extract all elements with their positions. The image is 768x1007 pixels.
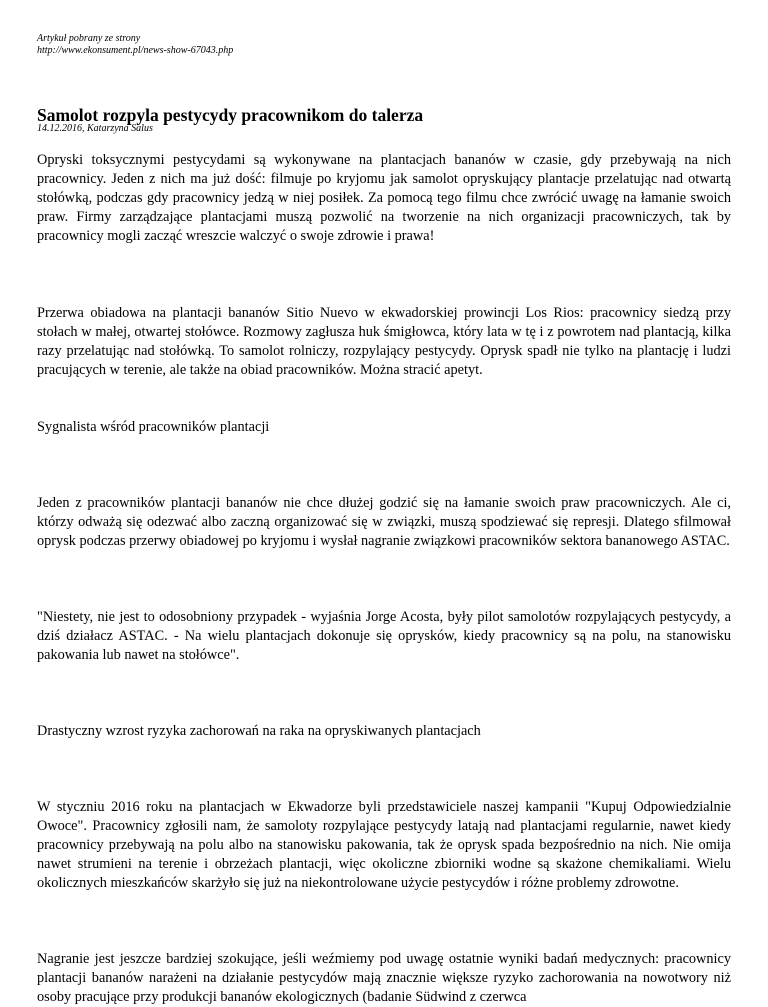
paragraph-lunch-break: Przerwa obiadowa na plantacji bananów Sitio Nuevo w ekwadorskiej prowincji Los Rios: pracownicy siedzą przy stołach w małej, otwartej stołówce. Rozmowy zagłusza huk śmigłowca, który lata w tę i z powrotem nad plantacją, kilka razy przelatując nad stołówką. To samolot rolniczy, rozpylający pestycydy. Oprysk spadł nie tylko na plantację i ludzi pracujących w terenie, ale także na obiad pracowników. Można stracić apetyt. [37,305,731,378]
source-label: Artykuł pobrany ze strony [37,33,141,44]
document-page [37,0,731,1007]
article-byline: 14.12.2016, Katarzyna Salus [37,123,153,134]
source-note [37,33,731,57]
paragraph-research: Nagranie jest jeszcze bardziej szokujące, jeśli weźmiemy pod uwagę ostatnie wyniki badań medycznych: pracownicy plantacji bananów narażeni na działanie pestycydów mają znacznie większe ryzyko zachorowania na nowotwory niż osoby pracujące przy produkcji bananów ekologicznych (badanie Südwind z czerwca [37,951,731,1005]
source-url: http://www.ekonsument.pl/news-show-67043.php [37,45,234,56]
subheading-cancer-risk: Drastyczny wzrost ryzyka zachorowań na raka na opryskiwanych plantacjach [37,723,481,739]
subheading-whistleblower: Sygnalista wśród pracowników plantacji [37,419,270,435]
article-title: Samolot rozpyla pestycydy pracownikom do talerza [37,105,424,125]
paragraph-quote: "Niestety, nie jest to odosobniony przypadek - wyjaśnia Jorge Acosta, były pilot samolotów rozpylających pestycydy, a dziś działacz ASTAC. - Na wielu plantacjach dokonuje się oprysków, kiedy pracownicy są na polu, na stanowisku pakowania lub nawet na stołówce". [37,609,731,663]
paragraph-intro: Opryski toksycznymi pestycydami są wykonywane na plantacjach bananów w czasie, gdy przebywają na nich pracownicy. Jeden z nich ma już dość: filmuje po kryjomu jak samolot opryskujący plantacje przelatując nad otwartą stołówką, podczas gdy pracownicy jedzą w niej posiłek. Za pomocą tego filmu chce zwrócić uwagę na łamanie swoich praw. Firmy zarządzające plantacjami muszą pozwolić na tworzenie na nich organizacji pracowniczych, tak by pracownicy mogli zacząć wreszcie walczyć o swoje zdrowie i prawa! [37,152,731,244]
paragraph-campaign: W styczniu 2016 roku na plantacjach w Ekwadorze byli przedstawiciele naszej kampanii "Kupuj Odpowiedzialnie Owoce". Pracownicy zgłosili nam, że samoloty rozpylające pestycydy latają nad plantacjami regularnie, nawet kiedy pracownicy przebywają na polu albo na stanowisku pakowania, tak że oprysk spada bezpośrednio na nich. Nie omija nawet strumieni na terenie i obrzeżach plantacji, więc okoliczne zbiorniki wodne są skażone chemikaliami. Wielu okolicznych mieszkańców skarżyło się już na niekontrolowane użycie pestycydów i różne problemy zdrowotne. [37,799,731,891]
paragraph-worker: Jeden z pracowników plantacji bananów nie chce dłużej godzić się na łamanie swoich praw pracowniczych. Ale ci, którzy odważą się odezwać albo zaczną organizować się w związki, muszą spodziewać się represji. Dlatego sfilmował oprysk podczas przerwy obiadowej po kryjomu i wysłał nagranie związkowi pracowników sektora bananowego ASTAC. [37,495,731,549]
